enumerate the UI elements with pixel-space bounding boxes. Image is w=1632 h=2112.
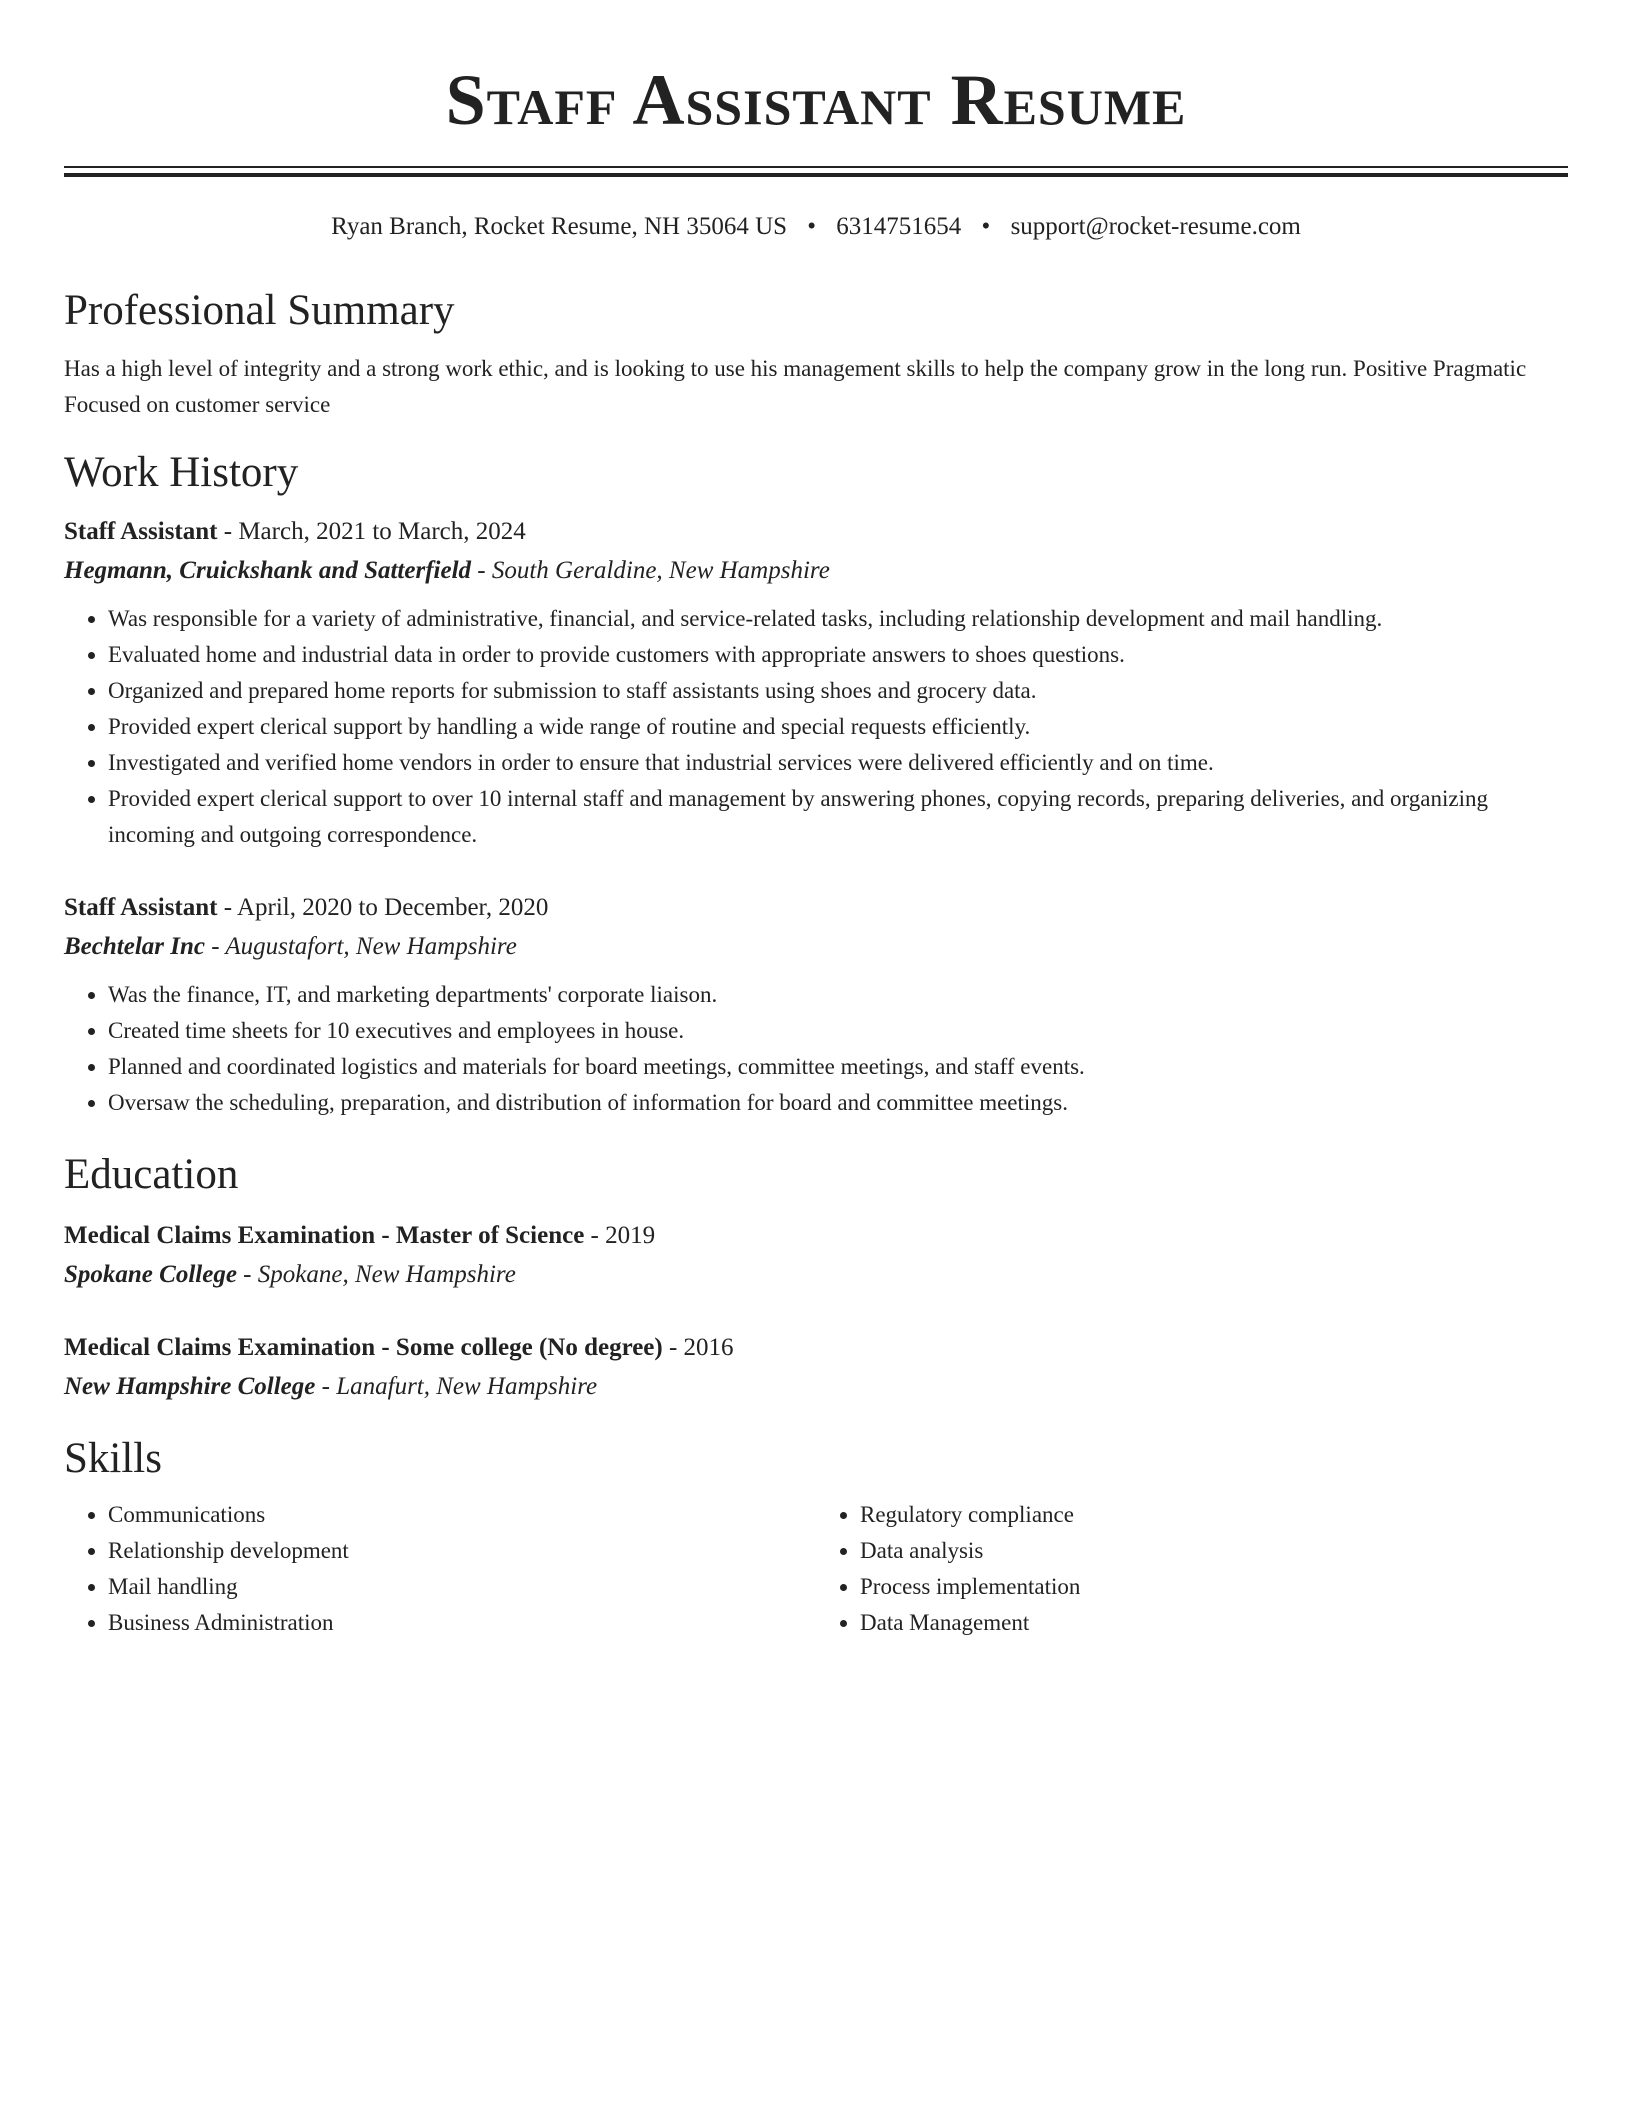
skill-item: • Business Administration [108, 1605, 816, 1641]
list-item: • Investigated and verified home vendors in order to ensure that industrial services were delivered efficiently and on time. [108, 745, 1568, 781]
job-bullets [64, 601, 1568, 853]
job-location: - Augustafort, New Hampshire [204, 933, 517, 960]
education-heading: Education [64, 1151, 239, 1198]
education-location: - Spokane, New Hampshire [236, 1261, 516, 1288]
work-history-heading: Work History [64, 449, 299, 496]
education-year: - 2016 [662, 1334, 734, 1361]
list-item: • Created time sheets for 10 executives and employees in house. [108, 1013, 1568, 1049]
skills-grid [64, 1497, 1568, 1641]
list-item: • Planned and coordinated logistics and materials for board meetings, committee meetings, and staff events. [108, 1049, 1568, 1085]
resume-title: Staff Assistant Resume [445, 60, 1187, 140]
list-item: • Was responsible for a variety of administrative, financial, and service-related tasks, including relationship development and mail handling. [108, 601, 1568, 637]
list-item: • Organized and prepared home reports for submission to staff assistants using shoes and grocery data. [108, 673, 1568, 709]
job-entry [64, 889, 1568, 1121]
list-item: • Was the finance, IT, and marketing departments' corporate liaison. [108, 977, 1568, 1013]
job-location: - South Geraldine, New Hampshire [471, 557, 830, 584]
education-degree: Medical Claims Examination - Master of Science [64, 1222, 585, 1249]
job-company-line [64, 927, 1568, 967]
education-section [64, 1149, 1568, 1407]
skill-item: • Mail handling [108, 1569, 816, 1605]
skill-item: • Regulatory compliance [860, 1497, 1568, 1533]
list-item: • Evaluated home and industrial data in order to provide customers with appropriate answers to shoes questions. [108, 637, 1568, 673]
skill-item: • Relationship development [108, 1533, 816, 1569]
education-degree-line [64, 1329, 1568, 1367]
job-title: Staff Assistant [64, 894, 218, 921]
skills-heading: Skills [64, 1435, 162, 1482]
education-entry [64, 1217, 1568, 1295]
title-divider [64, 166, 1568, 177]
contact-email: support@rocket-resume.com [1010, 213, 1301, 240]
education-school: New Hampshire College [64, 1373, 316, 1400]
skill-item: • Process implementation [860, 1569, 1568, 1605]
skills-column-left [64, 1497, 816, 1641]
skills-column-right [816, 1497, 1568, 1641]
contact-address: Ryan Branch, Rocket Resume, NH 35064 US [331, 213, 788, 240]
education-year: - 2019 [584, 1222, 656, 1249]
education-school: Spokane College [64, 1261, 237, 1288]
skill-item: • Data analysis [860, 1533, 1568, 1569]
summary-section [64, 285, 1568, 423]
job-company: Bechtelar Inc [64, 933, 205, 960]
contact-separator: • [981, 213, 991, 240]
job-title-line [64, 513, 1568, 551]
summary-heading: Professional Summary [64, 287, 455, 334]
job-dates: - April, 2020 to December, 2020 [217, 894, 549, 921]
list-item: • Provided expert clerical support by handling a wide range of routine and special requests efficiently. [108, 709, 1568, 745]
job-company-line [64, 551, 1568, 591]
contact-line [64, 211, 1568, 243]
skill-item: • Communications [108, 1497, 816, 1533]
education-school-line [64, 1255, 1568, 1295]
education-degree: Medical Claims Examination - Some college (No degree) [64, 1334, 663, 1361]
job-bullets [64, 977, 1568, 1121]
job-company: Hegmann, Cruickshank and Satterfield [64, 557, 472, 584]
education-degree-line [64, 1217, 1568, 1255]
education-location: - Lanafurt, New Hampshire [315, 1373, 598, 1400]
job-dates: - March, 2021 to March, 2024 [217, 518, 526, 545]
list-item: • Oversaw the scheduling, preparation, and distribution of information for board and committee meetings. [108, 1085, 1568, 1121]
contact-phone: 6314751654 [836, 213, 962, 240]
work-history-section [64, 447, 1568, 1121]
job-entry [64, 513, 1568, 853]
job-title-line [64, 889, 1568, 927]
list-item: • Provided expert clerical support to over 10 internal staff and management by answering phones, copying records, preparing deliveries, and organizing incoming and outgoing correspondence. [108, 781, 1568, 853]
job-title: Staff Assistant [64, 518, 218, 545]
summary-text: Has a high level of integrity and a strong work ethic, and is looking to use his management skills to help the company grow in the long run. Positive Pragmatic Focused on customer service [64, 356, 1527, 417]
education-school-line [64, 1367, 1568, 1407]
contact-separator: • [807, 213, 817, 240]
skills-section [64, 1433, 1568, 1641]
skill-item: • Data Management [860, 1605, 1568, 1641]
education-entry [64, 1329, 1568, 1407]
